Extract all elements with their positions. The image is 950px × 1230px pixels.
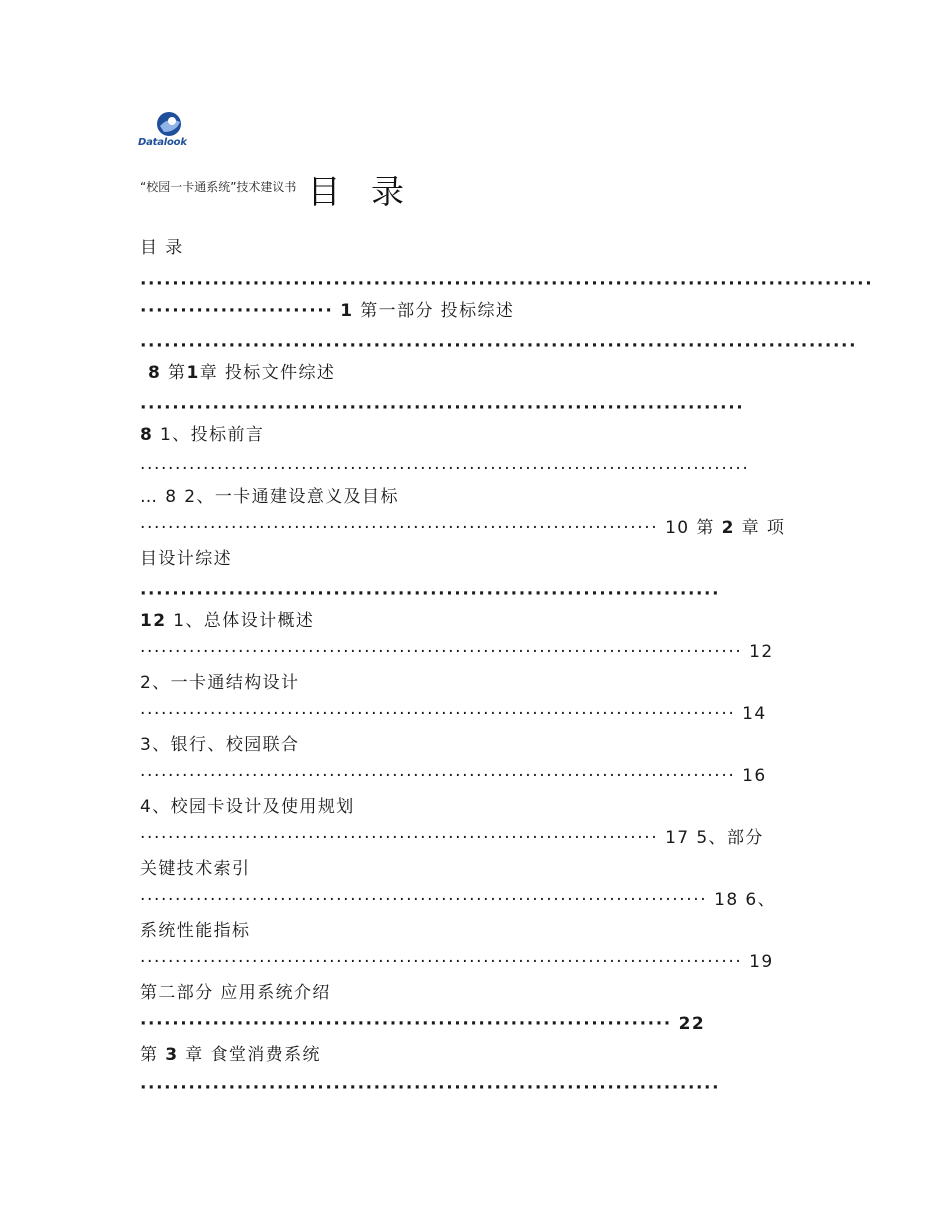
page-number: 18 — [714, 890, 739, 910]
toc-entry-text: 章 食堂消费系统 — [185, 1045, 321, 1065]
toc-entry-text: 1、总体设计概述 — [173, 611, 315, 631]
toc-line-9 — [140, 516, 785, 540]
toc-entry-text: 系统性能指标 — [140, 921, 251, 941]
toc-line-13 — [140, 640, 774, 664]
toc-line-12 — [140, 609, 314, 633]
toc-entry-text: 6、 — [745, 890, 776, 910]
toc-entry-text: 3、银行、校园联合 — [140, 735, 300, 755]
page-number: 12 — [140, 611, 167, 631]
toc-line-22 — [140, 919, 250, 943]
toc-line-27 — [140, 1076, 720, 1100]
leader-dots: ··········································································· — [140, 398, 745, 418]
toc-entry-text: 第一部分 投标综述 — [360, 301, 515, 321]
page-number: 14 — [742, 704, 767, 724]
leader-dots: ········································································ — [140, 1078, 721, 1098]
toc-line-8 — [140, 485, 399, 509]
chapter-number: 3 — [165, 1045, 179, 1065]
toc-entry-text: 1、投标前言 — [160, 425, 265, 445]
page-number: 10 — [665, 518, 690, 538]
toc-entry-text: 2、一卡通结构设计 — [140, 673, 300, 693]
toc-line-16 — [140, 733, 299, 757]
page-number: 1 — [340, 301, 354, 321]
toc-entry-text: 第二部分 应用系统介绍 — [140, 983, 331, 1003]
toc-line-19 — [140, 826, 764, 850]
toc-line-24 — [140, 981, 331, 1005]
page-number: 17 — [665, 828, 690, 848]
toc-title-large: 目 录 — [307, 172, 415, 211]
toc-entry-prefix: 第 — [696, 518, 715, 538]
toc-entry-text: 关键技术索引 — [140, 859, 251, 879]
leader-dots: ·········································································· — [140, 518, 659, 538]
toc-line-21 — [140, 888, 776, 912]
toc-line-14 — [140, 671, 299, 695]
datalook-logo — [138, 110, 202, 150]
logo-mark-icon — [154, 110, 184, 138]
leader-dots: ······················································································ — [140, 952, 743, 972]
leader-dots: ······················································································· — [140, 459, 750, 479]
toc-line-3 — [140, 334, 857, 358]
leader-dots: ······················································································ — [140, 642, 743, 662]
leader-dots: ··························································································· — [140, 274, 874, 294]
leader-dots: ····················································································· — [140, 766, 736, 786]
toc-line-10 — [140, 547, 232, 571]
logo-text: Datalook — [138, 137, 187, 148]
leader-dots: ·········································································· — [140, 828, 659, 848]
toc-line-2 — [140, 299, 514, 323]
page-number: 22 — [678, 1014, 706, 1034]
chapter-number: 2 — [721, 518, 735, 538]
toc-line-26 — [140, 1043, 321, 1067]
toc-line-23 — [140, 950, 774, 974]
chapter-number: 1 — [186, 363, 200, 383]
toc-entry-text: 4、校园卡设计及使用规划 — [140, 797, 355, 817]
document-header — [140, 166, 414, 213]
page-number: 8 — [148, 363, 162, 383]
toc-line-4 — [148, 361, 335, 385]
page-number: 8 — [140, 425, 154, 445]
leader-dots: … — [140, 487, 159, 507]
toc-line-1 — [140, 272, 873, 296]
toc-entry-text: 章 投标文件综述 — [199, 363, 336, 383]
page-number: 19 — [749, 952, 774, 972]
leader-dots: ········································································ — [140, 584, 721, 604]
toc-entry-text: 8 2、一卡通建设意义及目标 — [165, 487, 399, 507]
leader-dots: ·································································· — [140, 1014, 672, 1034]
toc-entry-text: 5、部分 — [696, 828, 764, 848]
leader-dots: ················································································· — [140, 890, 708, 910]
page-number: 16 — [742, 766, 767, 786]
leader-dots: ························································································· — [140, 336, 858, 356]
toc-line-15 — [140, 702, 767, 726]
toc-entry-text: 章 项 — [741, 518, 786, 538]
toc-line-5 — [140, 396, 744, 420]
leader-dots: ························ — [140, 301, 334, 321]
toc-line-17 — [140, 764, 767, 788]
document-title: “校园一卡通系统”技术建议书 — [140, 180, 297, 194]
toc-line-25 — [140, 1012, 705, 1036]
toc-line-6 — [140, 423, 264, 447]
toc-line-20 — [140, 857, 250, 881]
leader-dots: ····················································································· — [140, 704, 736, 724]
toc-heading: 目 录 — [140, 238, 184, 258]
toc-line-7 — [140, 457, 749, 481]
toc-entry-prefix: 第 — [140, 1045, 159, 1065]
page-number: 12 — [749, 642, 774, 662]
toc-line-18 — [140, 795, 355, 819]
toc-entry-prefix: 第 — [168, 363, 187, 383]
toc-entry-text: 目设计综述 — [140, 549, 232, 569]
toc-line-11 — [140, 582, 720, 606]
